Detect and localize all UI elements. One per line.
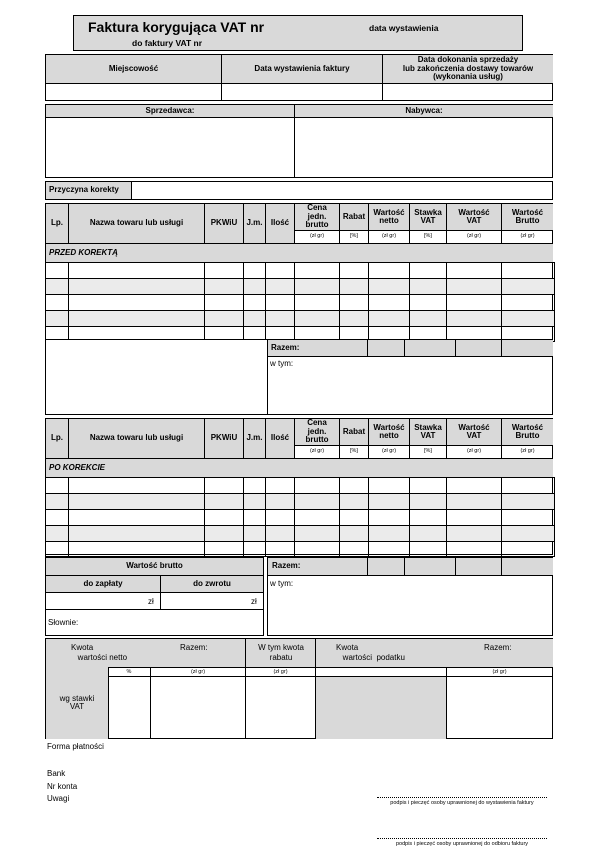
after-summary bbox=[267, 557, 553, 636]
col-name: Nazwa towaru lub usługi bbox=[69, 204, 204, 243]
place-field[interactable] bbox=[46, 84, 221, 101]
col-lp: Lp. bbox=[46, 204, 68, 243]
issue-date-header: Data wystawienia faktury bbox=[222, 55, 382, 83]
col-qty: Ilość bbox=[266, 204, 294, 243]
col-net: Wartość netto bbox=[369, 204, 409, 230]
vat-box bbox=[45, 638, 553, 739]
title-box bbox=[73, 15, 523, 51]
tax-amount-label: Kwota wartości podatku bbox=[336, 643, 405, 662]
wtym-label: w tym: bbox=[270, 579, 294, 588]
col-vat-value: Wartość VAT bbox=[447, 204, 501, 230]
before-items-grid[interactable] bbox=[45, 262, 555, 342]
col-jm: J.m. bbox=[244, 419, 265, 458]
after-table bbox=[45, 418, 553, 555]
table-row[interactable] bbox=[46, 525, 555, 541]
sale-date-header: Data dokonania sprzedaży lub zakończenia dostawy towarów (wykonania usług) bbox=[383, 55, 553, 83]
receiver-signature-label: podpis i pieczęć osoby uprawnionej do odbioru faktury bbox=[395, 841, 529, 847]
table-row[interactable] bbox=[46, 310, 555, 326]
unit-label: (zł gr) bbox=[466, 448, 482, 454]
place-header: Miejscowość bbox=[46, 55, 221, 83]
unit-label: [%] bbox=[424, 448, 432, 454]
seller-header: Sprzedawca: bbox=[46, 105, 294, 117]
net-razem-label: Razem: bbox=[180, 643, 208, 652]
table-row[interactable] bbox=[46, 493, 555, 509]
razem-label-cell bbox=[268, 340, 367, 356]
payment-label: Forma płatności bbox=[47, 742, 104, 751]
col-vat-rate: Stawka VAT bbox=[410, 419, 446, 445]
col-qty: Ilość bbox=[266, 419, 294, 458]
razem-label: Razem: bbox=[272, 561, 301, 571]
gross-box bbox=[45, 557, 264, 636]
invoice-title: Faktura korygująca VAT nr bbox=[88, 19, 265, 35]
before-table bbox=[45, 203, 553, 340]
col-lp: Lp. bbox=[46, 419, 68, 458]
unit-label: (zł gr) bbox=[309, 448, 325, 454]
table-row[interactable] bbox=[46, 294, 555, 310]
unit-label: (zł gr) bbox=[466, 233, 482, 239]
unit-label: [%] bbox=[350, 233, 358, 239]
wtym-label: w tym: bbox=[270, 359, 294, 368]
to-pay-field[interactable] bbox=[46, 593, 160, 609]
buyer-field[interactable] bbox=[295, 118, 553, 178]
before-label: PRZED KOREKTĄ bbox=[49, 247, 118, 257]
reason-field[interactable] bbox=[132, 182, 552, 199]
discount-label: W tym kwota rabatu bbox=[258, 643, 304, 662]
unit-label: (zł gr) bbox=[520, 233, 535, 239]
sale-date-field[interactable] bbox=[383, 84, 553, 101]
to-refund-field[interactable] bbox=[161, 593, 263, 609]
to-pay-label: do zapłaty bbox=[46, 576, 160, 592]
after-label: PO KOREKCIE bbox=[49, 462, 106, 472]
vat-rate-label-cell bbox=[46, 667, 108, 739]
notes-label: Uwagi bbox=[47, 794, 70, 803]
col-jm: J.m. bbox=[244, 204, 265, 243]
receiver-signature-line[interactable] bbox=[377, 838, 547, 839]
tax-amount-field[interactable] bbox=[447, 677, 553, 739]
parties-box bbox=[45, 104, 553, 178]
to-pay-currency: zł bbox=[148, 597, 154, 606]
to-refund-label: do zwrotu bbox=[161, 576, 263, 592]
unit-label: (zł gr) bbox=[381, 448, 397, 454]
col-vat-rate: Stawka VAT bbox=[410, 204, 446, 230]
reason-box bbox=[45, 181, 553, 200]
before-section-label bbox=[46, 244, 553, 262]
unit-label: (zł gr) bbox=[309, 233, 325, 239]
net-amount-field[interactable] bbox=[151, 677, 245, 739]
reason-label: Przyczyna korekty bbox=[46, 182, 131, 199]
col-unit-price: Cena jedn. brutto bbox=[295, 419, 339, 445]
words-label: Słownie: bbox=[48, 618, 79, 627]
unit-label: (zł gr) bbox=[273, 668, 288, 675]
razem-label-cell bbox=[268, 558, 367, 575]
buyer-header: Nabywca: bbox=[295, 105, 553, 117]
discount-field[interactable] bbox=[246, 677, 315, 739]
issuer-signature-label: podpis i pieczęć osoby uprawnionej do wystawienia faktury bbox=[390, 800, 534, 806]
seller-field[interactable] bbox=[46, 118, 294, 178]
unit-label: [%] bbox=[424, 233, 432, 239]
table-row[interactable] bbox=[46, 263, 555, 279]
col-vat-value: Wartość VAT bbox=[447, 419, 501, 445]
col-unit-price: Cena jedn. brutto bbox=[295, 204, 339, 230]
col-gross: Wartość Brutto bbox=[502, 419, 553, 445]
info-box bbox=[45, 54, 553, 101]
table-row[interactable] bbox=[46, 509, 555, 525]
tax-razem-label: Razem: bbox=[484, 643, 512, 652]
col-pkwiu: PKWiU bbox=[205, 204, 243, 243]
unit-label: [%] bbox=[350, 448, 358, 454]
after-section-label bbox=[46, 459, 553, 477]
table-row[interactable] bbox=[46, 278, 555, 294]
issue-date-field[interactable] bbox=[222, 84, 382, 101]
before-summary-left[interactable] bbox=[45, 339, 268, 415]
unit-label: (zł gr) bbox=[520, 448, 535, 454]
before-summary bbox=[267, 339, 553, 415]
vat-rate-field[interactable] bbox=[109, 677, 150, 739]
col-net: Wartość netto bbox=[369, 419, 409, 445]
col-discount: Rabat bbox=[340, 204, 368, 230]
table-row[interactable] bbox=[46, 478, 555, 494]
unit-label: (zł gr) bbox=[381, 233, 397, 239]
col-pkwiu: PKWiU bbox=[205, 419, 243, 458]
col-gross: Wartość Brutto bbox=[502, 204, 553, 230]
to-refund-currency: zł bbox=[251, 597, 257, 606]
account-label: Nr konta bbox=[47, 782, 78, 791]
gross-title: Wartość brutto bbox=[46, 558, 263, 575]
invoice-subtitle: do faktury VAT nr bbox=[132, 38, 203, 48]
table-row[interactable] bbox=[46, 541, 555, 557]
vat-rate-label: wg stawki VAT bbox=[59, 693, 95, 711]
net-amount-label: Kwota wartości netto bbox=[71, 643, 128, 662]
issuer-signature-line[interactable] bbox=[377, 797, 547, 798]
after-items-grid[interactable] bbox=[45, 477, 555, 557]
unit-label: (zł gr) bbox=[492, 668, 507, 675]
bank-label: Bank bbox=[47, 769, 66, 778]
col-name: Nazwa towaru lub usługi bbox=[69, 419, 204, 458]
unit-label: (zł gr) bbox=[190, 668, 206, 675]
col-discount: Rabat bbox=[340, 419, 368, 445]
razem-label: Razem: bbox=[271, 342, 300, 352]
unit-label: % bbox=[126, 668, 132, 675]
issue-date-label: data wystawienia bbox=[369, 23, 439, 33]
